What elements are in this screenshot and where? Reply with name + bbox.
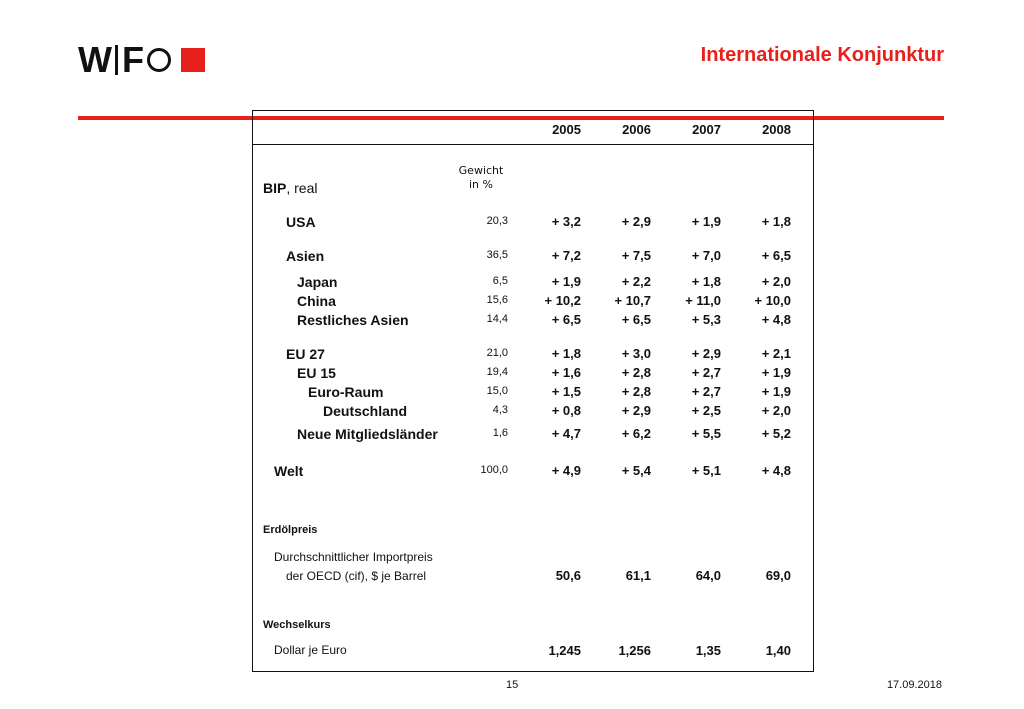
- row-value-2007: + 5,5: [691, 426, 721, 441]
- row-value-2008: + 4,8: [761, 463, 791, 478]
- year-header-2008: 2008: [762, 122, 791, 137]
- fx-value-2005: 1,245: [548, 643, 581, 658]
- row-value-2007: + 5,3: [691, 312, 721, 327]
- row-value-2008: + 1,8: [761, 214, 791, 229]
- row-label: USA: [286, 214, 316, 230]
- row-value-2005: + 4,7: [551, 426, 581, 441]
- row-value-2008: + 1,9: [761, 365, 791, 380]
- oil-value-2006: 61,1: [625, 568, 651, 583]
- row-value-2006: + 2,2: [621, 274, 651, 289]
- oil-value-2005: 50,6: [555, 568, 581, 583]
- row-value-2008: + 2,1: [761, 346, 791, 361]
- row-value-2005: + 7,2: [551, 248, 581, 263]
- row-value-2007: + 2,7: [691, 365, 721, 380]
- year-header-2005: 2005: [552, 122, 581, 137]
- bip-label: [263, 180, 317, 196]
- row-label: EU 27: [286, 346, 325, 362]
- oil-desc-line1: Durchschnittlicher Importpreis: [274, 550, 433, 564]
- page-number: 15: [506, 679, 519, 691]
- row-value-2007: + 2,5: [691, 403, 721, 418]
- logo-circle: [147, 48, 171, 72]
- year-header-2007: 2007: [692, 122, 721, 137]
- bip-label-bold: BIP: [263, 180, 287, 196]
- row-value-2007: + 1,9: [691, 214, 721, 229]
- row-weight: 20,3: [486, 215, 508, 227]
- row-value-2007: + 5,1: [691, 463, 721, 478]
- fx-value-2006: 1,256: [618, 643, 651, 658]
- row-value-2006: + 3,0: [621, 346, 651, 361]
- row-value-2005: + 1,8: [551, 346, 581, 361]
- year-header-2006: 2006: [622, 122, 651, 137]
- bip-label-rest: , real: [286, 180, 318, 196]
- row-value-2006: + 6,2: [621, 426, 651, 441]
- row-value-2006: + 2,9: [621, 214, 651, 229]
- row-value-2007: + 11,0: [685, 293, 721, 308]
- row-weight: 4,3: [492, 404, 508, 416]
- row-value-2006: + 2,8: [621, 365, 651, 380]
- row-value-2008: + 2,0: [761, 274, 791, 289]
- row-value-2005: + 1,9: [551, 274, 581, 289]
- row-label: China: [297, 293, 336, 309]
- weight-header-line1: Gewicht: [458, 164, 504, 177]
- row-weight: 6,5: [492, 275, 508, 287]
- row-value-2007: + 2,9: [691, 346, 721, 361]
- logo-bar: [115, 45, 118, 75]
- row-weight: 36,5: [486, 249, 508, 261]
- table-header-divider: [253, 144, 813, 145]
- fx-desc: Dollar je Euro: [274, 643, 347, 657]
- row-label: Japan: [297, 274, 338, 290]
- page-title: Internationale Konjunktur: [700, 44, 944, 66]
- row-value-2005: + 1,5: [551, 384, 581, 399]
- row-label: Euro-Raum: [308, 384, 384, 400]
- row-value-2006: + 2,8: [621, 384, 651, 399]
- row-value-2005: + 10,2: [544, 293, 581, 308]
- row-weight: 19,4: [486, 366, 508, 378]
- row-value-2007: + 2,7: [691, 384, 721, 399]
- row-label: Asien: [286, 248, 325, 264]
- fx-value-2008: 1,40: [765, 643, 791, 658]
- logo-letter-w: W: [78, 39, 113, 80]
- fx-value-2007: 1,35: [695, 643, 721, 658]
- row-value-2007: + 1,8: [691, 274, 721, 289]
- weight-header: [446, 164, 516, 192]
- row-weight: 21,0: [486, 347, 508, 359]
- row-value-2006: + 6,5: [621, 312, 651, 327]
- oil-value-2007: 64,0: [695, 568, 721, 583]
- row-value-2005: + 4,9: [551, 463, 581, 478]
- row-value-2007: + 7,0: [691, 248, 721, 263]
- row-value-2005: + 6,5: [551, 312, 581, 327]
- row-label: Neue Mitgliedsländer: [297, 426, 438, 442]
- oil-value-2008: 69,0: [765, 568, 791, 583]
- row-weight: 14,4: [486, 313, 508, 325]
- row-value-2005: + 0,8: [551, 403, 581, 418]
- row-value-2006: + 10,7: [614, 293, 651, 308]
- logo-letter-f: F: [121, 39, 144, 80]
- row-value-2006: + 5,4: [621, 463, 651, 478]
- row-value-2008: + 4,8: [761, 312, 791, 327]
- row-value-2008: + 1,9: [761, 384, 791, 399]
- row-weight: 15,6: [486, 294, 508, 306]
- row-value-2005: + 1,6: [551, 365, 581, 380]
- weight-header-line2: in %: [469, 178, 493, 191]
- oil-section-label: Erdölpreis: [263, 524, 318, 536]
- row-value-2008: + 2,0: [761, 403, 791, 418]
- row-value-2006: + 2,9: [621, 403, 651, 418]
- row-value-2008: + 6,5: [761, 248, 791, 263]
- footer-date: 17.09.2018: [886, 679, 942, 691]
- row-label: Welt: [274, 463, 304, 479]
- logo-red-square: [181, 48, 205, 72]
- row-weight: 1,6: [492, 427, 508, 439]
- row-value-2006: + 7,5: [621, 248, 651, 263]
- row-value-2008: + 10,0: [754, 293, 791, 308]
- row-weight: 15,0: [486, 385, 508, 397]
- wifo-logo: [78, 39, 205, 80]
- row-label: Deutschland: [323, 403, 408, 419]
- row-weight: 100,0: [480, 464, 508, 476]
- row-value-2005: + 3,2: [551, 214, 581, 229]
- oil-desc-line2: der OECD (cif), $ je Barrel: [286, 569, 427, 583]
- row-value-2008: + 5,2: [761, 426, 791, 441]
- fx-section-label: Wechselkurs: [263, 619, 331, 631]
- row-label: Restliches Asien: [297, 312, 409, 328]
- row-label: EU 15: [297, 365, 336, 381]
- forecast-table: [252, 110, 814, 672]
